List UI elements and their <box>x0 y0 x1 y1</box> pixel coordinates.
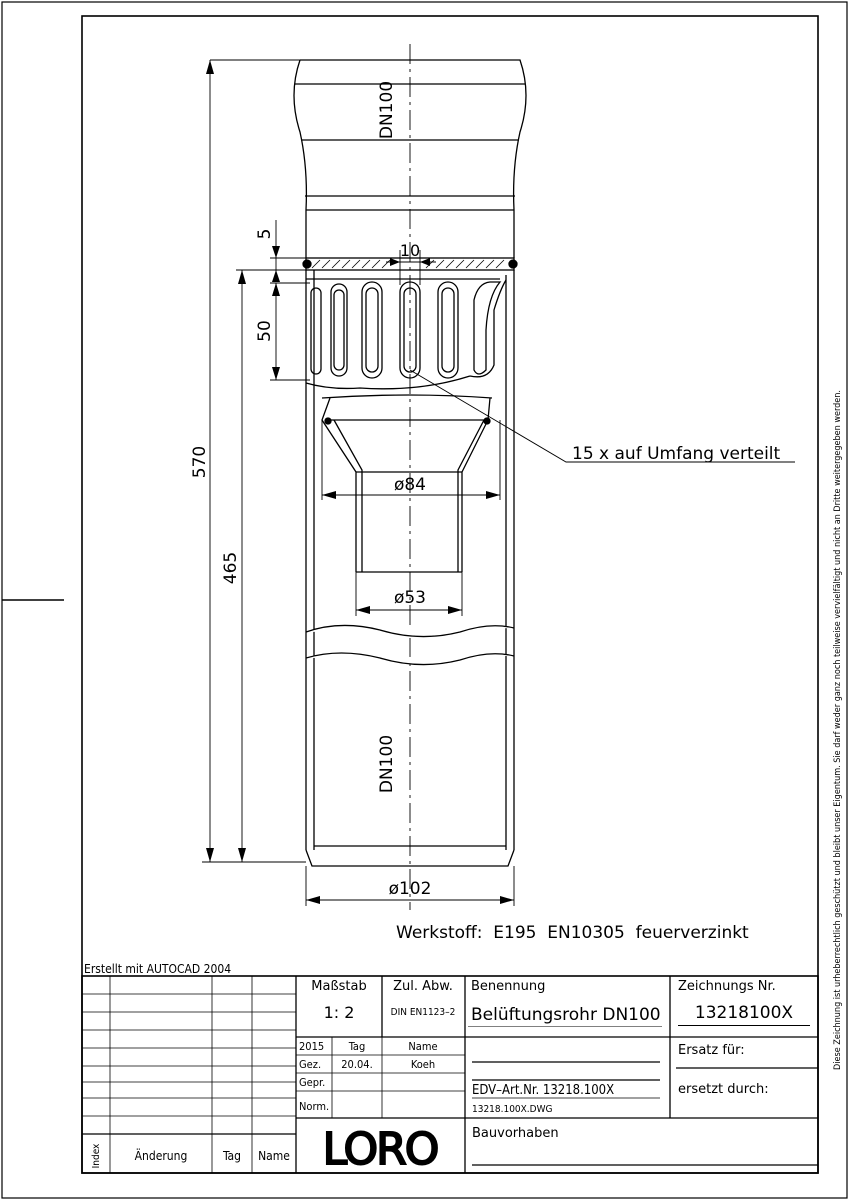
drawn-name: Koeh <box>410 1058 436 1071</box>
designation-label: Benennung <box>471 979 546 994</box>
cone-top <box>322 395 492 398</box>
dimensions <box>202 60 795 906</box>
slot-6 <box>474 282 500 374</box>
slots <box>311 282 500 378</box>
drawing-frame <box>82 16 818 1173</box>
material-note: Werkstoff: E195 EN10305 feuerverzinkt <box>396 923 749 943</box>
dim-50: 50 <box>255 320 275 342</box>
revision-index-header: Index <box>91 1143 102 1169</box>
replacement-for-label: Ersatz für: <box>678 1043 745 1058</box>
designation-underline <box>468 1026 662 1027</box>
weld-right <box>509 260 517 268</box>
scale-value: 1: 2 <box>323 1003 355 1022</box>
cone-weld-right <box>484 418 490 424</box>
designation-value: Belüftungsrohr DN100 <box>471 1005 661 1025</box>
created-with-note: Erstellt mit AUTOCAD 2004 <box>84 962 232 976</box>
revision-day-header: Tag <box>222 1149 242 1163</box>
tolerance-value: DIN EN1123–2 <box>390 1007 456 1018</box>
file-name: 13218.100X.DWG <box>472 1104 553 1115</box>
revision-change-header: Änderung <box>134 1149 188 1163</box>
norm-label: Norm. <box>299 1100 330 1113</box>
slots-note: 15 x auf Umfang verteilt <box>572 444 781 464</box>
label-bottom-dn100: DN100 <box>377 734 397 794</box>
name-header: Name <box>408 1040 438 1053</box>
slot-4 <box>400 282 420 378</box>
article-number: EDV–Art.Nr. 13218.100X <box>472 1083 615 1098</box>
project-label: Bauvorhaben <box>472 1126 559 1141</box>
dimension-arrows <box>206 60 514 904</box>
break-line-top <box>306 625 514 636</box>
drawn-label: Gez. <box>299 1058 322 1071</box>
slot-1 <box>311 288 321 374</box>
band-hatch <box>312 260 504 268</box>
drawing-no-label: Zeichnungs Nr. <box>678 979 776 994</box>
label-top-dn100: DN100 <box>377 80 397 140</box>
dim-570: 570 <box>190 445 210 479</box>
drawing-no-value: 13218100X <box>694 1003 794 1023</box>
dim-10: 10 <box>399 241 421 260</box>
revision-name-header: Name <box>258 1149 290 1163</box>
dim-d53: ø53 <box>393 588 427 608</box>
cone-inner-left <box>334 420 362 572</box>
cone-weld-left <box>325 418 331 424</box>
slot-3 <box>362 282 382 378</box>
replaced-by-label: ersetzt durch: <box>678 1082 769 1097</box>
dim-d84: ø84 <box>393 475 427 495</box>
year: 2015 <box>299 1040 325 1053</box>
dim-d102: ø102 <box>388 879 432 899</box>
checked-label: Gepr. <box>299 1076 326 1089</box>
day-header: Tag <box>348 1040 366 1053</box>
company-logo: LORO <box>322 1124 438 1175</box>
copyright-notice: Diese Zeichnung ist urheberrechtlich geschützt und bleibt unser Eigentum. Sie darf weder ganz noch teilweise vervielfältigt und nicht an Dritte weitergegeben werden. <box>833 390 843 1070</box>
drawn-date: 20.04. <box>341 1058 373 1071</box>
tolerance-label: Zul. Abw. <box>393 979 453 994</box>
slot-5-inner <box>442 288 454 372</box>
weld-left <box>303 260 311 268</box>
scale-label: Maßstab <box>311 979 367 994</box>
slot-2-inner <box>334 290 344 370</box>
dim-5: 5 <box>255 228 275 240</box>
slot-5 <box>438 282 458 378</box>
slot-3-inner <box>366 288 378 372</box>
dim-465: 465 <box>221 551 241 585</box>
